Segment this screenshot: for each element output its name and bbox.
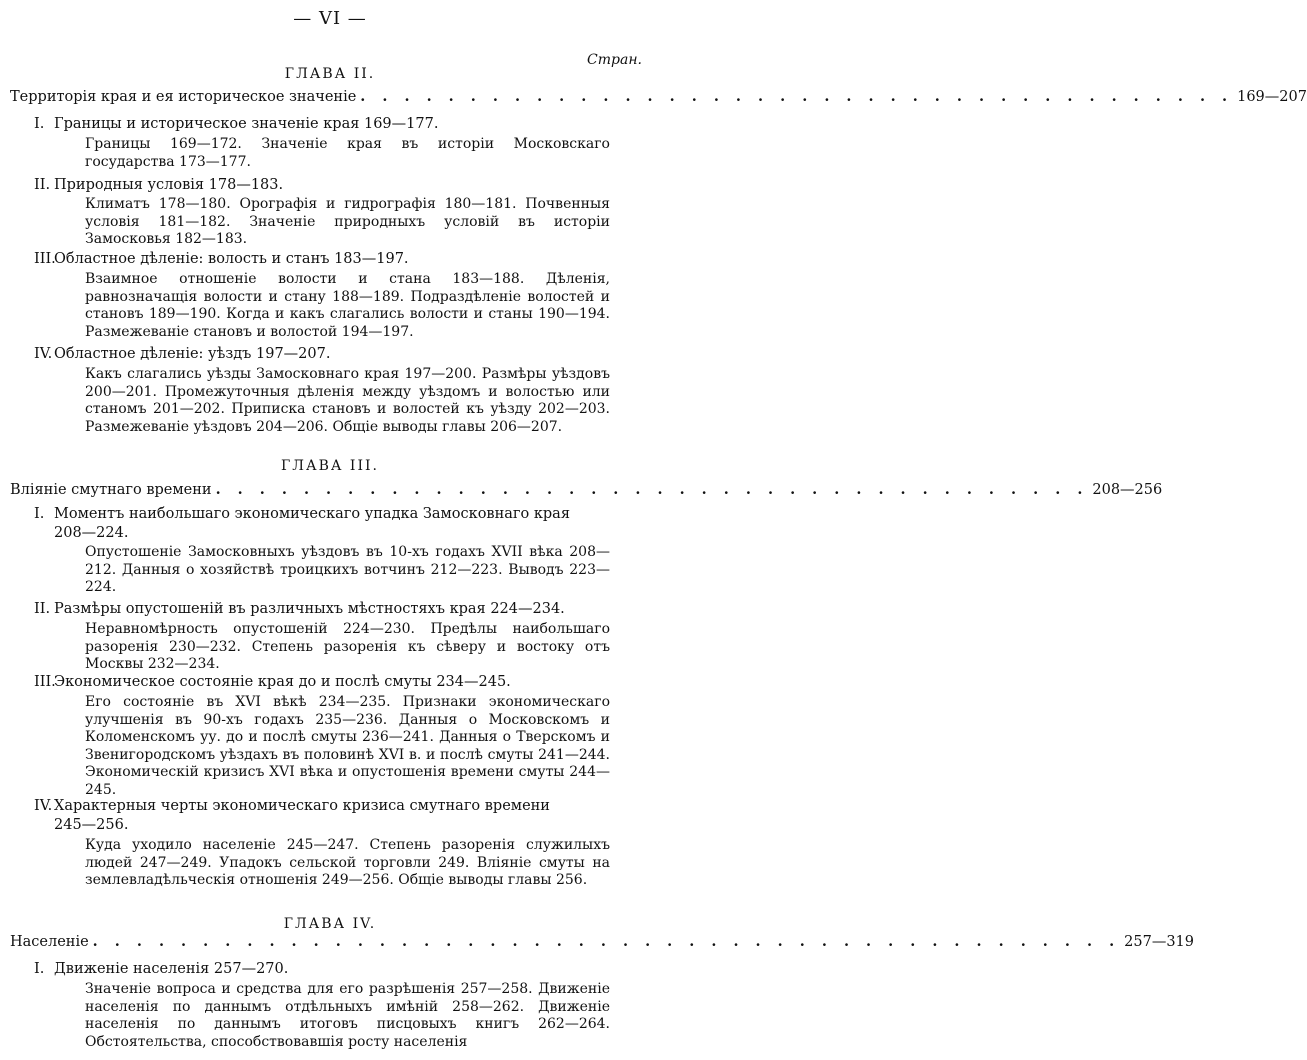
section-title-text: Размѣры опустошеній въ различныхъ мѣстностяхъ края 224—234. — [54, 601, 565, 617]
section-title — [34, 505, 614, 543]
section-title-text: Характерныя черты экономическаго кризиса смутнаго времени — [54, 798, 550, 814]
toc-entry-label: Населеніе — [10, 934, 89, 950]
section-summary: Опустошеніе Замосковныхъ уѣздовъ въ 10-хъ годахъ XVII вѣка 208—212. Данныя о хозяйствѣ троицкихъ вотчинъ 212—223. Выводъ 223—224. — [85, 544, 610, 595]
section-title — [34, 176, 614, 195]
section-title-text: Областное дѣленіе: волость и станъ 183—197. — [54, 251, 409, 267]
section-number: I. — [34, 506, 45, 522]
section-summary: Взаимное отношеніе волости и стана 183—188. Дѣленія, равнозначащія волости и стану 188—189. Подраздѣленіе волостей и становъ 189—190. Когда и какъ слагались волости и станы 190—194. Размежеваніе становъ и волостой 194—197. — [85, 271, 610, 340]
section-number: II. — [34, 177, 51, 193]
toc-entry-label: Территорія края и ея историческое значеніе — [10, 89, 357, 105]
section-title-pages: 208—224. — [54, 525, 129, 541]
section-title-text: Экономическое состояніе края до и послѣ смуты 234—245. — [54, 674, 511, 690]
chapter-heading: ГЛАВА III. — [281, 458, 379, 474]
page-numeral: — VI — — [293, 8, 367, 29]
toc-entry — [10, 481, 1163, 498]
toc-entry-pages: 208—256 — [1092, 482, 1163, 498]
section-title — [34, 345, 614, 364]
section-number: IV. — [34, 798, 53, 814]
chapter-heading: ГЛАВА II. — [284, 66, 376, 82]
section-summary: Куда уходило населеніе 245—247. Степень разоренія служилыхъ людей 247—249. Упадокъ сельской торговли 249. Вліяніе смуты на землевладѣльческія отношенія 249—256. Общіе выводы главы 256. — [85, 837, 610, 888]
section-summary: Какъ слагались уѣзды Замосковнаго края 197—200. Размѣры уѣздовъ 200—201. Промежуточныя дѣленія между уѣздомъ и волостью или станомъ 201—202. Приписка становъ и волостей къ уѣзду 202—203. Размежеваніе уѣздовъ 204—206. Общіе выводы главы 206—207. — [85, 366, 610, 435]
toc-entry — [10, 88, 1307, 105]
section-number: I. — [34, 116, 45, 132]
leader-dots: . . . . . . . . . . . . . . . . . . . . . . . . . . . . . . . . . . . . . . . . — [215, 481, 1089, 498]
section-title — [34, 600, 614, 619]
section-title-text: Областное дѣленіе: уѣздъ 197—207. — [54, 346, 331, 362]
section-summary: Значеніе вопроса и средства для его разрѣшенія 257—258. Движеніе населенія по даннымъ отдѣльныхъ имѣній 258—262. Движеніе населенія по даннымъ итоговъ писцовыхъ книгъ 262—264. Обстоятельства, способствовавшія росту населенія — [85, 981, 610, 1050]
section-title — [34, 673, 614, 692]
section-title — [34, 250, 614, 269]
leader-dots: . . . . . . . . . . . . . . . . . . . . . . . . . . . . . . . . . . . . . . . . — [360, 88, 1234, 105]
section-title-text: Движеніе населенія 257—270. — [54, 961, 289, 977]
section-title — [34, 797, 614, 835]
section-number: III. — [34, 251, 56, 267]
toc-entry-label: Вліяніе смутнаго времени — [10, 482, 212, 498]
section-title-pages: 245—256. — [54, 817, 129, 833]
section-summary: Его состояніе въ XVI вѣкѣ 234—235. Признаки экономическаго улучшенія въ 90-хъ годахъ 235—236. Данныя о Московскомъ и Коломенскомъ уу. до и послѣ смуты 236—241. Данныя о Тверскомъ и Звенигородскомъ уѣздахъ въ половинѣ XVI в. и послѣ смуты 241—244. Экономическій кризисъ XVI вѣка и опустошенія времени смуты 244—245. — [85, 694, 610, 798]
section-title-text: Границы и историческое значеніе края 169—177. — [54, 116, 439, 132]
section-summary: Климатъ 178—180. Орографія и гидрографія 180—181. Почвенныя условія 181—182. Значеніе природныхъ условій въ исторіи Замосковья 182—183. — [85, 196, 610, 247]
section-number: IV. — [34, 346, 53, 362]
section-title-text: Моментъ наибольшаго экономическаго упадка Замосковнаго края — [54, 506, 570, 522]
leader-dots: . . . . . . . . . . . . . . . . . . . . . . . . . . . . . . . . . . . . . . . . . . . . . . . — [92, 933, 1121, 950]
toc-entry — [10, 933, 1195, 950]
toc-entry-pages: 169—207 — [1237, 89, 1307, 105]
section-title — [34, 960, 614, 979]
section-number: I. — [34, 961, 45, 977]
section-number: II. — [34, 601, 51, 617]
toc-entry-pages: 257—319 — [1124, 934, 1195, 950]
section-summary: Границы 169—172. Значеніе края въ исторіи Московскаго государства 173—177. — [85, 136, 610, 170]
section-summary: Неравномѣрность опустошеній 224—230. Предѣлы наибольшаго разоренія 230—232. Степень разоренія къ сѣверу и востоку отъ Москвы 232—234. — [85, 621, 610, 672]
section-number: III. — [34, 674, 56, 690]
section-title — [34, 115, 614, 134]
page-column-label: Стран. — [587, 52, 642, 68]
chapter-heading: ГЛАВА IV. — [283, 916, 377, 932]
section-title-text: Природныя условія 178—183. — [54, 177, 284, 193]
